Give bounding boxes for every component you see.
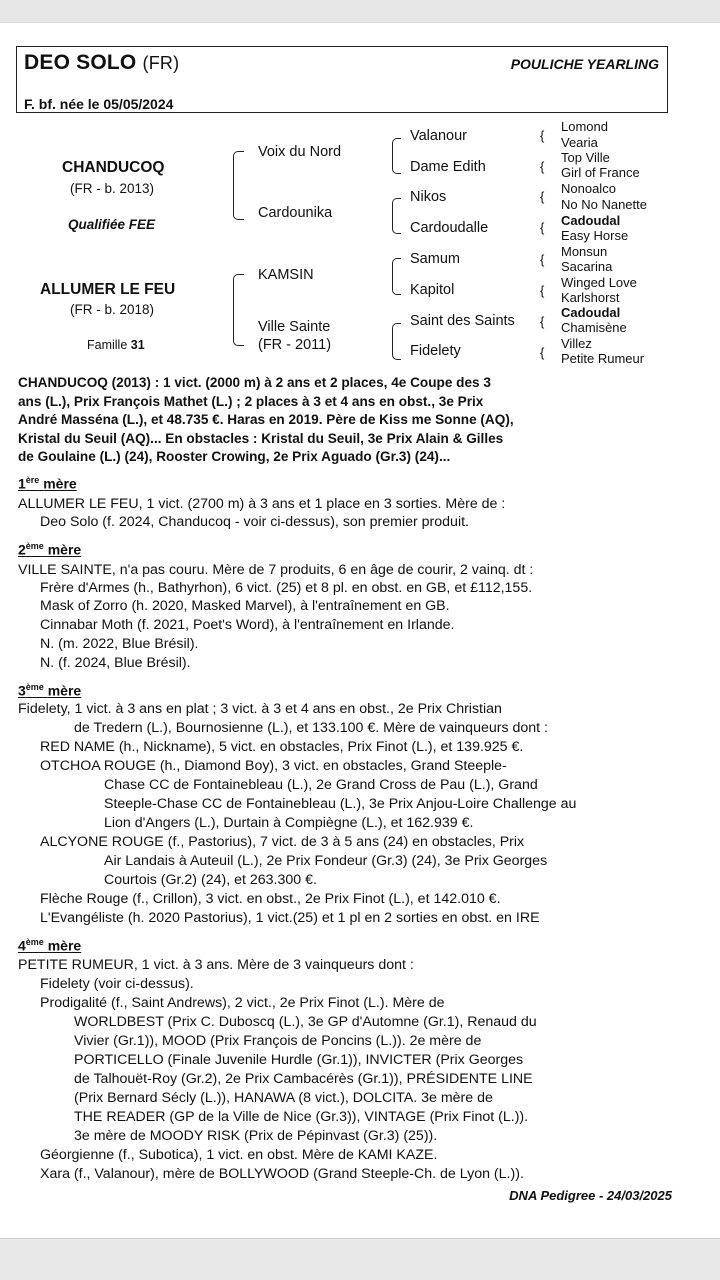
sire-gp-2: Nikos bbox=[410, 189, 447, 205]
sire-para-line: Kristal du Seuil (AQ)... En obstacles : Kristal du Seuil, 3e Prix Alain & Gilles bbox=[18, 430, 504, 446]
sire-para-line: CHANDUCOQ (2013) : 1 vict. (2000 m) à 2 ans et 2 places, 4e Coupe des 3 bbox=[18, 375, 491, 390]
sec-word: mère bbox=[47, 937, 82, 954]
dam-father: KAMSIN bbox=[258, 267, 314, 283]
family-label: Famille bbox=[87, 338, 128, 352]
sire-ggp-5: No No Nanette bbox=[561, 197, 647, 212]
brace-icon: { bbox=[540, 283, 545, 298]
sec-num: 1 bbox=[18, 475, 26, 492]
top-bar bbox=[0, 0, 720, 22]
dam-ggp-4: Cadoudal bbox=[561, 305, 621, 320]
horse-name-text: DEO SOLO bbox=[24, 51, 137, 74]
sec-word: mère bbox=[43, 475, 77, 492]
horse-name bbox=[24, 51, 179, 75]
brace-icon: { bbox=[540, 345, 545, 360]
sec-word: mère bbox=[47, 541, 82, 558]
section-third-dam bbox=[18, 682, 81, 699]
m1-line: Deo Solo (f. 2024, Chanducoq - voir ci-dessus), son premier produit. bbox=[40, 514, 469, 530]
dam-mother: Ville Sainte bbox=[258, 319, 331, 335]
sec-sup: ème bbox=[25, 937, 44, 947]
m2-line: Mask of Zorro (h. 2020, Masked Marvel), à l'entraînement en GB. bbox=[40, 598, 450, 614]
m3-line: L'Evangéliste (h. 2020 Pastorius), 1 vict.(25) et 1 pl en 2 sorties en obst. en IRE bbox=[40, 910, 540, 926]
sec-sup: ère bbox=[25, 475, 40, 485]
m4-line: PETITE RUMEUR, 1 vict. à 3 ans. Mère de 3 vainqueurs dont : bbox=[18, 957, 414, 973]
m2-line: Frère d'Armes (h., Bathyrhon), 6 vict. (25) et 8 pl. en obst. en GB, et £112,155. bbox=[40, 580, 533, 596]
family-number: 31 bbox=[130, 338, 145, 352]
horse-birth: F. bf. née le 05/05/2024 bbox=[24, 96, 174, 112]
horse-country: (FR) bbox=[142, 53, 180, 73]
dam-gp-0: Samum bbox=[410, 251, 460, 267]
brace-icon: { bbox=[540, 189, 545, 204]
brace-icon: { bbox=[540, 159, 545, 174]
sec-num: 2 bbox=[18, 541, 26, 558]
m4-line: Géorgienne (f., Subotica), 1 vict. en obst. Mère de KAMI KAZE. bbox=[40, 1147, 438, 1163]
m4-line: WORLDBEST (Prix C. Duboscq (L.), 3e GP d'Automne (Gr.1), Renaud du bbox=[74, 1014, 537, 1030]
m1-line: ALLUMER LE FEU, 1 vict. (2700 m) à 3 ans et 1 place en 3 sorties. Mère de : bbox=[18, 496, 506, 512]
bracket-dam-b bbox=[392, 323, 401, 360]
m4-line: de Talhouët-Roy (Gr.2), 2e Prix Cambacérès (Gr.1)), PRÉSIDENTE LINE bbox=[74, 1071, 533, 1087]
sire-note: Qualifiée FEE bbox=[68, 217, 156, 232]
sire-ggp-7: Easy Horse bbox=[561, 228, 629, 243]
dam-family bbox=[87, 338, 145, 352]
m4-line: Prodigalité (f., Saint Andrews), 2 vict., 2e Prix Finot (L.). Mère de bbox=[40, 995, 445, 1011]
m3-line: Lion d'Angers (L.), Durtain à Compiègne (L.), et 162.939 €. bbox=[104, 815, 474, 831]
sire-ggp-2: Top Ville bbox=[561, 150, 610, 165]
horse-type: POULICHE YEARLING bbox=[510, 56, 659, 72]
sire-info: (FR - b. 2013) bbox=[70, 181, 155, 196]
sire-gp-3: Cardoudalle bbox=[410, 220, 489, 236]
m3-line: Steeple-Chase CC de Fontainebleau (L.), 3e Prix Anjou-Loire Challenge au bbox=[104, 796, 577, 812]
m4-line: Xara (f., Valanour), mère de BOLLYWOOD (Grand Steeple-Ch. de Lyon (L.)). bbox=[40, 1166, 524, 1182]
brace-icon: { bbox=[540, 252, 545, 267]
sec-word: mère bbox=[47, 682, 82, 699]
bracket-dam bbox=[233, 274, 244, 346]
dam-ggp-7: Petite Rumeur bbox=[561, 351, 645, 366]
m3-line: OTCHOA ROUGE (h., Diamond Boy), 3 vict. en obstacles, Grand Steeple- bbox=[40, 758, 507, 774]
sec-sup: ème bbox=[25, 541, 44, 551]
bracket-sire-b bbox=[392, 198, 401, 234]
footer-credit: DNA Pedigree - 24/03/2025 bbox=[509, 1188, 672, 1203]
dam-ggp-1: Sacarina bbox=[561, 259, 613, 274]
m2-line: Cinnabar Moth (f. 2021, Poet's Word), à l'entraînement en Irlande. bbox=[40, 617, 455, 633]
dam-name: ALLUMER LE FEU bbox=[40, 281, 176, 298]
sire-father: Voix du Nord bbox=[258, 144, 342, 160]
dam-gp-1: Kapitol bbox=[410, 282, 455, 298]
sire-gp-1: Dame Edith bbox=[410, 159, 486, 175]
brace-icon: { bbox=[540, 220, 545, 235]
section-second-dam bbox=[18, 541, 81, 558]
m4-line: (Prix Bernard Sécly (L.)), HANAWA (8 vict.), DOLCITA. 3e mère de bbox=[74, 1090, 493, 1106]
dam-mother-info: (FR - 2011) bbox=[258, 337, 332, 353]
m4-line: Vivier (Gr.1)), MOOD (Prix François de Poncins (L.)). 2e mère de bbox=[74, 1033, 482, 1049]
sec-sup: ème bbox=[25, 682, 44, 692]
m2-line: N. (f. 2024, Blue Brésil). bbox=[40, 655, 191, 671]
bracket-dam-a bbox=[392, 258, 401, 295]
brace-icon: { bbox=[540, 128, 545, 143]
bracket-sire bbox=[233, 151, 244, 220]
m3-line: Courtois (Gr.2) (24), et 263.300 €. bbox=[104, 872, 317, 888]
m2-line: N. (m. 2022, Blue Brésil). bbox=[40, 636, 199, 652]
m2-line: VILLE SAINTE, n'a pas couru. Mère de 7 produits, 6 en âge de courir, 2 vainq. dt : bbox=[18, 562, 534, 578]
sire-ggp-6: Cadoudal bbox=[561, 213, 621, 228]
dam-ggp-6: Villez bbox=[561, 336, 592, 351]
dam-ggp-5: Chamisène bbox=[561, 320, 627, 335]
sire-para-line: André Masséna (L.), et 48.735 €. Haras en 2019. Père de Kiss me Sonne (AQ), bbox=[18, 412, 514, 427]
dam-gp-2: Saint des Saints bbox=[410, 313, 515, 329]
bottom-bar bbox=[0, 1240, 720, 1280]
dam-ggp-3: Karlshorst bbox=[561, 290, 620, 305]
dam-ggp-0: Monsun bbox=[561, 244, 608, 259]
sire-paragraph bbox=[18, 374, 678, 467]
m4-line: PORTICELLO (Finale Juvenile Hurdle (Gr.1)), INVICTER (Prix Georges bbox=[74, 1052, 524, 1068]
m3-line: Flèche Rouge (f., Crillon), 3 vict. en obst., 2e Prix Finot (L.), et 142.010 €. bbox=[40, 891, 501, 907]
sec-num: 4 bbox=[18, 937, 26, 954]
dam-ggp-2: Winged Love bbox=[561, 275, 637, 290]
sire-para-line: ans (L.), Prix François Mathet (L.) ; 2 places à 3 et 4 ans en obst., 3e Prix bbox=[18, 393, 484, 409]
m3-line: Fidelety, 1 vict. à 3 ans en plat ; 3 vict. à 3 et 4 ans en obst., 2e Prix Christian bbox=[18, 701, 502, 717]
m3-line: Chase CC de Fontainebleau (L.), 2e Grand Cross de Pau (L.), Grand bbox=[104, 777, 538, 793]
sire-ggp-3: Girl of France bbox=[561, 165, 640, 180]
horse-header-box bbox=[16, 46, 668, 113]
m4-line: Fidelety (voir ci-dessus). bbox=[40, 976, 194, 992]
sec-num: 3 bbox=[18, 682, 26, 699]
sire-para-line: de Goulaine (L.) (24), Rooster Crowing, 2e Prix Aguado (Gr.3) (24)... bbox=[18, 449, 451, 464]
section-first-dam bbox=[18, 475, 77, 492]
m3-line: de Tredern (L.), Bournosienne (L.), et 133.100 €. Mère de vainqueurs dont : bbox=[74, 720, 548, 736]
sire-ggp-4: Nonoalco bbox=[561, 181, 616, 196]
sire-ggp-1: Vearia bbox=[561, 135, 598, 150]
m3-line: ALCYONE ROUGE (f., Pastorius), 7 vict. de 3 à 5 ans (24) en obstacles, Prix bbox=[40, 834, 525, 850]
m3-line: Air Landais à Auteuil (L.), 2e Prix Fondeur (Gr.3) (24), 3e Prix Georges bbox=[104, 853, 548, 869]
dam-gp-3: Fidelety bbox=[410, 343, 461, 359]
sire-gp-0: Valanour bbox=[410, 128, 467, 144]
bracket-sire-a bbox=[392, 138, 401, 174]
sire-name: CHANDUCOQ bbox=[62, 159, 165, 176]
dam-info: (FR - b. 2018) bbox=[70, 302, 155, 317]
m4-line: THE READER (GP de la Ville de Nice (Gr.3)), VINTAGE (Prix Finot (L.)). bbox=[74, 1109, 529, 1125]
section-fourth-dam bbox=[18, 937, 81, 954]
m3-line: RED NAME (h., Nickname), 5 vict. en obstacles, Prix Finot (L.), et 139.925 €. bbox=[40, 739, 524, 755]
sire-ggp-0: Lomond bbox=[561, 119, 608, 134]
sire-mother: Cardounika bbox=[258, 205, 333, 221]
brace-icon: { bbox=[540, 314, 545, 329]
m4-line: 3e mère de MOODY RISK (Prix de Pépinvast (Gr.3) (25)). bbox=[74, 1128, 438, 1144]
